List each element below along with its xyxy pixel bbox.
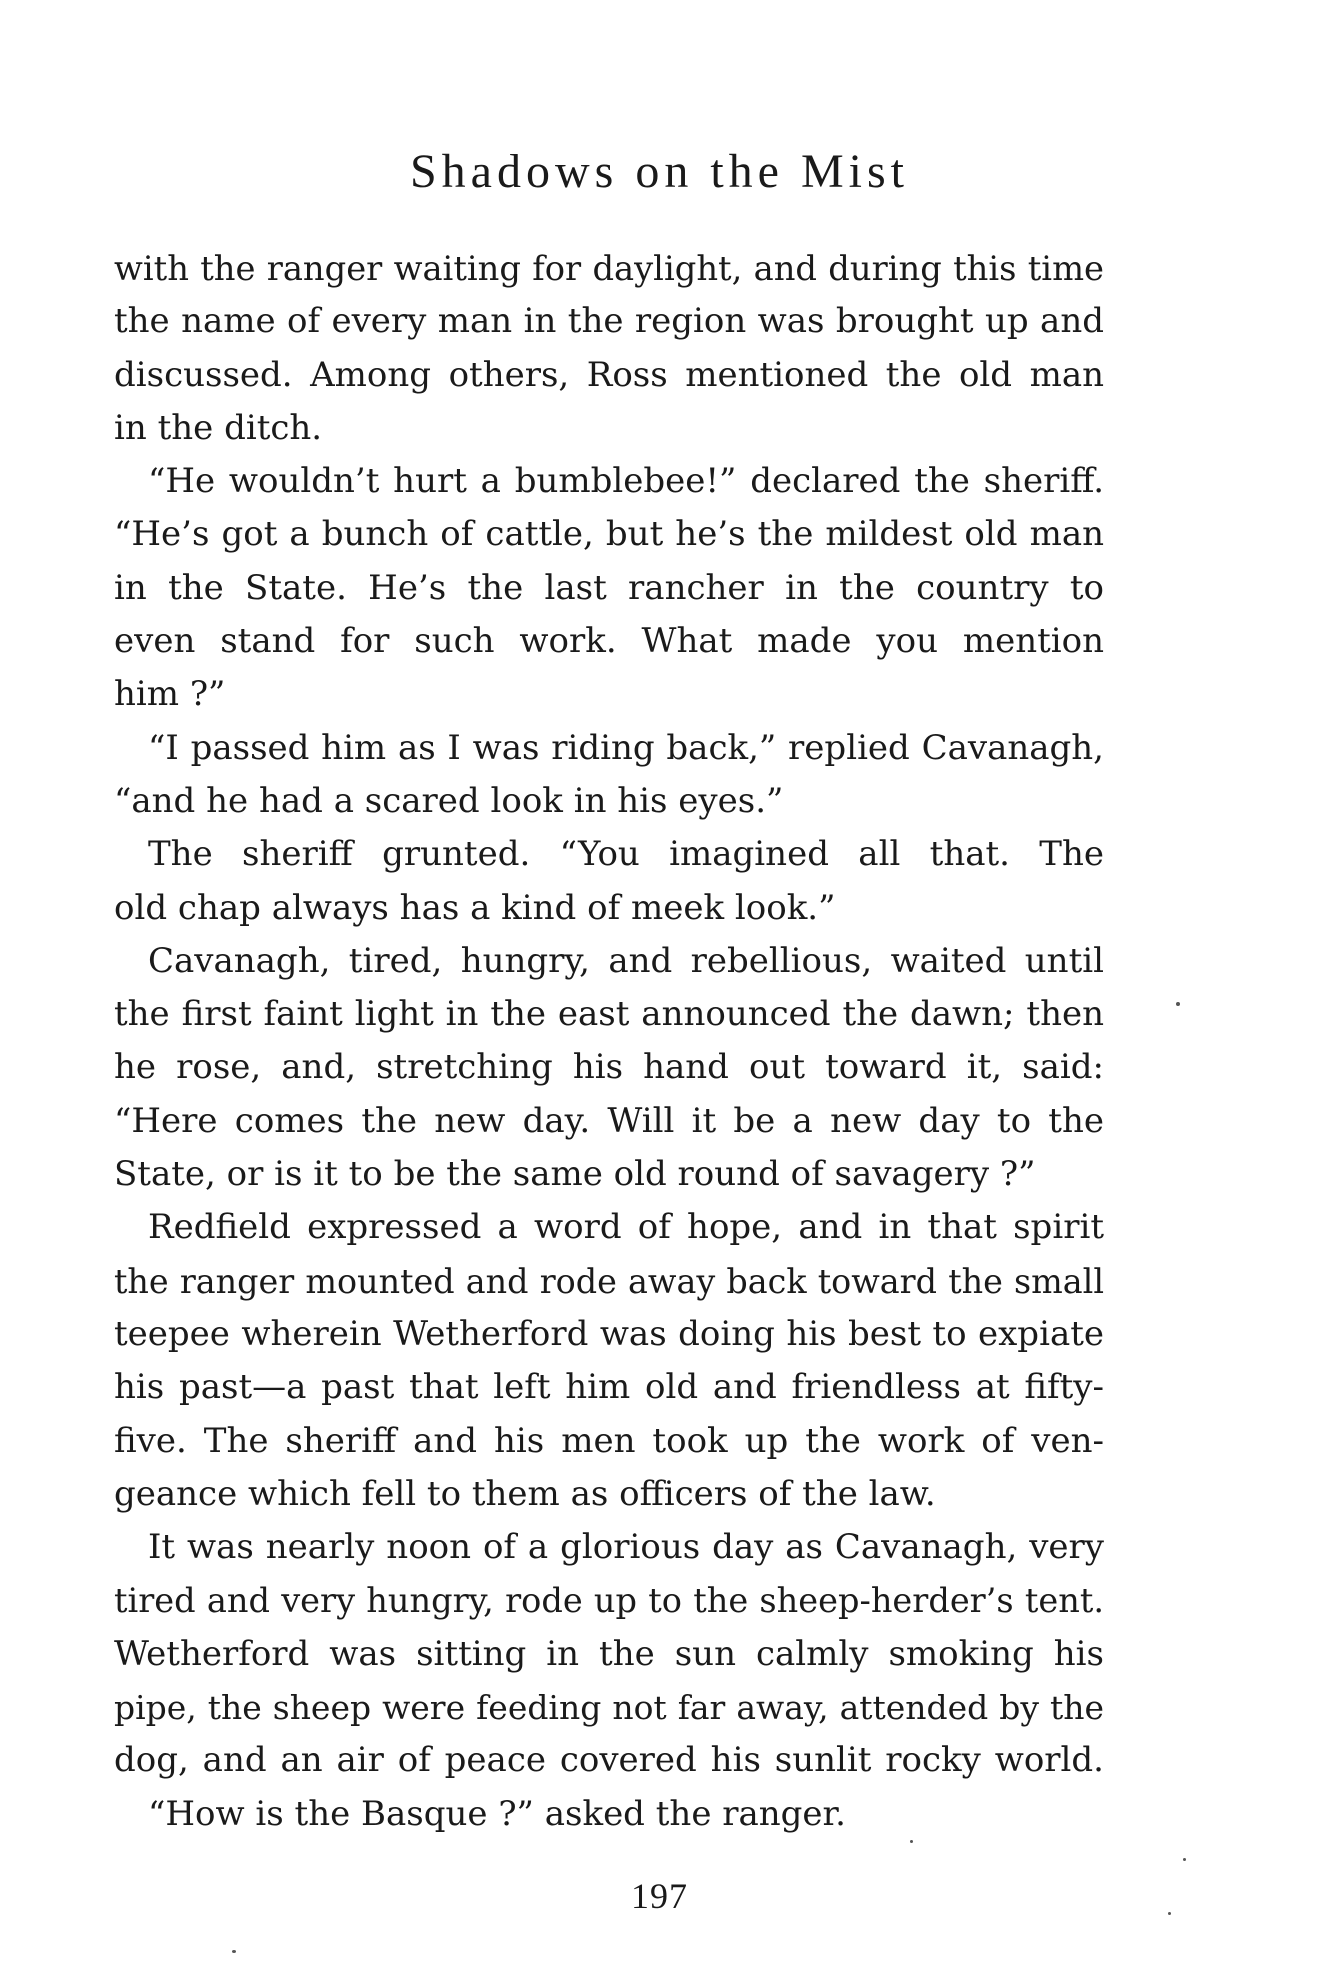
text-line: “He wouldn’t hurt a bumblebee!” declared the sheriff.	[148, 461, 1104, 502]
text-line: teepee wherein Wetherford was doing his best to expiate	[114, 1313, 1104, 1354]
text-line: Wetherford was sitting in the sun calmly smoking his	[114, 1633, 1104, 1674]
text-line: “He’s got a bunch of cattle, but he’s the mildest old man	[114, 514, 1104, 555]
text-line: pipe, the sheep were feeding not far away, attended by the	[114, 1688, 1104, 1728]
text-line: the first faint light in the east announced the dawn; then	[114, 994, 1104, 1035]
text-line: “and he had a scared look in his eyes.”	[114, 780, 784, 821]
text-line: with the ranger waiting for daylight, and during this time	[114, 249, 1104, 288]
text-line: his past—a past that left him old and friendless at fifty-	[114, 1367, 1104, 1408]
text-line: “How is the Basque ?” asked the ranger.	[148, 1793, 846, 1834]
running-head: Shadows on the Mist	[409, 145, 909, 198]
print-speck	[232, 1950, 236, 1953]
text-line: “Here comes the new day. Will it be a new day to the	[114, 1100, 1104, 1141]
text-line: Redfield expressed a word of hope, and in that spirit	[148, 1207, 1104, 1248]
text-line: him ?”	[114, 674, 226, 715]
print-speck	[1168, 1912, 1171, 1915]
text-line: the ranger mounted and rode away back toward the small	[114, 1261, 1104, 1301]
text-line: in the State. He’s the last rancher in the country to	[114, 567, 1104, 608]
text-line: dog, and an air of peace covered his sunlit rocky world.	[114, 1740, 1104, 1781]
text-line: old chap always has a kind of meek look.”	[114, 887, 836, 928]
body-text	[114, 242, 1104, 1841]
text-line: discussed. Among others, Ross mentioned the old man	[114, 354, 1104, 395]
page-number: 197	[631, 1876, 688, 1916]
text-line: geance which fell to them as officers of the law.	[114, 1473, 936, 1514]
text-line: Cavanagh, tired, hungry, and rebellious, waited until	[148, 940, 1104, 981]
text-line: even stand for such work. What made you mention	[114, 621, 1104, 662]
text-line: tired and very hungry, rode up to the sheep-herder’s tent.	[114, 1581, 1104, 1621]
print-speck	[1183, 1858, 1186, 1861]
print-speck	[910, 1840, 913, 1843]
text-line: in the ditch.	[114, 407, 323, 448]
text-line: The sheriff grunted. “You imagined all that. The	[148, 834, 1104, 875]
text-line: five. The sheriff and his men took up the work of ven-	[114, 1420, 1104, 1461]
text-line: the name of every man in the region was brought up and	[114, 301, 1104, 342]
text-line: “I passed him as I was riding back,” replied Cavanagh,	[148, 727, 1104, 768]
text-line: State, or is it to be the same old round of savagery ?”	[114, 1154, 1036, 1195]
text-line: he rose, and, stretching his hand out toward it, said:	[114, 1047, 1104, 1088]
text-line: It was nearly noon of a glorious day as Cavanagh, very	[148, 1527, 1104, 1568]
print-speck	[1176, 1002, 1180, 1006]
